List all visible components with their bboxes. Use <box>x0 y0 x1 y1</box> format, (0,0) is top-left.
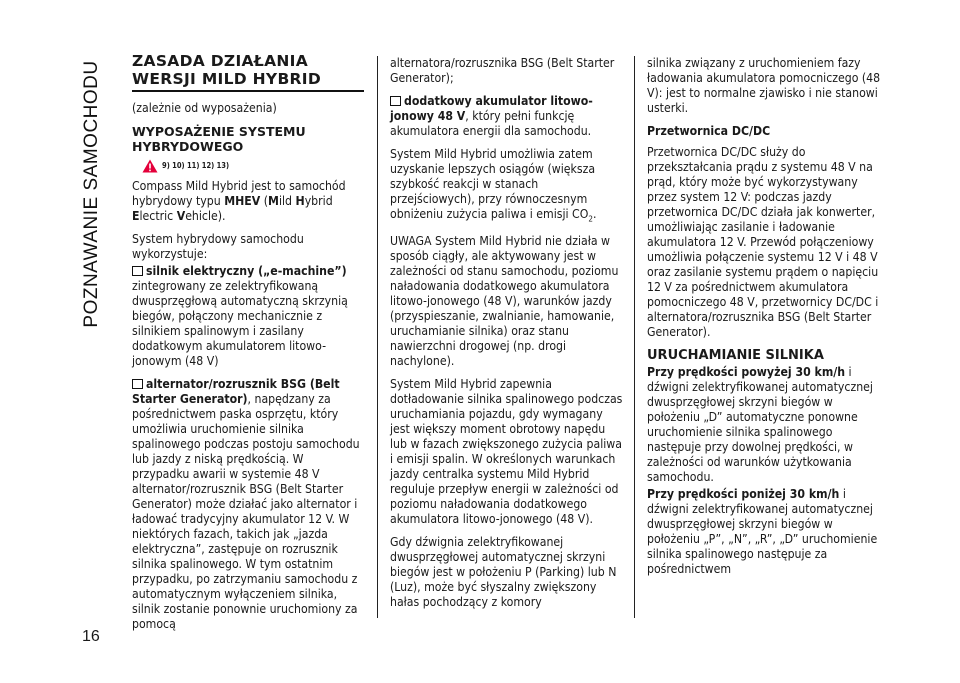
column-1 <box>132 52 364 640</box>
column-divider-2 <box>634 56 635 618</box>
heading-dcdc-converter: Przetwornica DC/DC <box>647 124 771 138</box>
section-subtitle: (zależnie od wyposażenia) <box>132 101 277 115</box>
checkbox-bullet-icon <box>390 96 401 106</box>
paragraph-performance: System Mild Hybrid umożliwia zatem uzyskanie lepszych osiągów (większa szybkość reakcji w stanach przejściowych), przy równoczesnym obniżeniu zużycia paliwa i emisji $CO_2$. <box>390 147 597 224</box>
warning-triangle-icon <box>142 159 158 173</box>
warning-note-numbers: 9) 10) 11) 12) 13) <box>162 161 230 170</box>
column-2 <box>390 56 624 618</box>
subsection-title-line2: HYBRYDOWEGO <box>132 139 244 154</box>
subsection-title <box>132 124 364 154</box>
side-section-title-text: POZNAWANIE SAMOCHODU <box>81 60 102 328</box>
paragraph-bsg-continued: alternatora/rozrusznika BSG (Belt Starter Generator); <box>390 56 615 85</box>
paragraph-noise: Gdy dźwignia zelektryfikowanej dwusprzęgłowej automatycznej skrzyni biegów jest w położeniu P (Parking) lub N (Luz), może być słyszalny zwiększony hałas pochodzący z komory <box>390 535 617 610</box>
bullet-bsg-alternator: alternator/rozrusznik BSG (Belt Starter Generator), napędzany za pośrednictwem paska osprzętu, który umożliwia uruchomienie silnika spalinowego podczas postoju samochodu lub jazdy z niską prędkością. W przypadku awarii w systemie 48 V alternator/rozrusznik BSG (Belt Starter Generator) może działać jako alternator i ładować tradycyjny akumulator 12 V. W niektórych fazach, takich jak „jazda elektryczna”, zastępuje on rozrusznik silnika spalinowego. W tym ostatnim przypadku, po zatrzymaniu samochodu z automatycznym wyłączeniem silnika, silnik zostanie ponownie uruchomiony za pomocą <box>132 377 360 631</box>
section-title-line2: WERSJI MILD HYBRID <box>132 70 322 88</box>
paragraph-mhev-intro: Compass Mild Hybrid jest to samochód hybrydowy typu MHEV (Mild Hybrid Electric Vehicle). <box>132 179 346 223</box>
paragraph-note: UWAGA System Mild Hybrid nie działa w sposób ciągły, ale aktywowany jest w zależności od stanu samochodu, poziomu naładowania dodatkowego akumulatora litowo-jonowego (48 V), warunków jazdy (przyspieszanie, zwalnianie, hamowanie, uruchamianie silnika) oraz stanu nawierzchni drogowej (np. drogi nachylone). <box>390 234 619 369</box>
paragraph-boost: System Mild Hybrid zapewnia dotładowanie silnika spalinowego podczas uruchamiania pojazdu, gdy wymagany jest większy moment obrotowy napędu lub w fazach zwiększonego zużycia paliwa i emisji spalin. W określonych warunkach jazdy centralka systemu Mild Hybrid reguluje przepływ energii w zależności od poziomu naładowania dodatkowego akumulatora litowo-jonowego (48 V). <box>390 377 623 527</box>
side-section-title <box>78 44 106 344</box>
checkbox-bullet-icon <box>132 266 143 276</box>
checkbox-bullet-icon <box>132 379 143 389</box>
column-divider-1 <box>377 56 378 618</box>
paragraph-dcdc: Przetwornica DC/DC służy do przekształcania prądu z systemu 48 V na prąd, który może być wykorzystywany przez system 12 V: podczas jazdy przetwornica DC/DC działa jak konwerter, umożliwiając zasilanie i ładowanie akumulatora 12 V. Przewód połączeniowy umożliwia połączenie systemu 12 V i 48 V oraz zasilanie systemu prądem o napięciu 12 V za pośrednictwem akumulatora pomocniczego 48 V, przetwornicy DC/DC i alternatora/rozrusznika BSG (Belt Starter Generator). <box>647 145 879 339</box>
column-3 <box>647 56 881 585</box>
paragraph-system-uses: System hybrydowy samochodu wykorzystuje: <box>132 232 304 261</box>
bullet-lithium-battery: dodatkowy akumulator litowo-jonowy 48 V, który pełni funkcję akumulatora energii dla samochodu. <box>390 94 593 138</box>
page-number: 16 <box>82 628 100 645</box>
paragraph-speed-above: Przy prędkości powyżej 30 km/h i dźwigni zelektryfikowanej automatycznej dwusprzęgłowej skrzyni biegów w położeniu „D” automatyczne ponowne uruchomienie silnika spalinowego następuje przy dowolnej prędkości, w zależności od warunków użytkowania samochodu. <box>647 365 873 484</box>
bullet-electric-motor: silnik elektryczny („e-machine”) zintegrowany ze zelektryfikowaną dwusprzęgłową automatyczną skrzynią biegów, połączony mechanicznie z silnikiem spalinowym i zasilany dodatkowym akumulatorem litowo-jonowym (48 V) <box>132 264 348 368</box>
paragraph-speed-below: Przy prędkości poniżej 30 km/h i dźwigni zelektryfikowanej automatycznej dwusprzęgłowej skrzyni biegów w położeniu „P”, „N”, „R”, „D” uruchomienie silnika spalinowego następuje za pośrednictwem <box>647 487 878 576</box>
subsection-title-line1: WYPOSAŻENIE SYSTEMU <box>132 124 306 139</box>
paragraph-noise-continued: silnika związany z uruchomieniem fazy ładowania akumulatora pomocniczego (48 V): jest to normalne zjawisko i nie stanowi usterki. <box>647 56 881 115</box>
section-title-line1: ZASADA DZIAŁANIA <box>132 52 309 70</box>
warning-references <box>142 158 364 173</box>
title-underline <box>132 90 364 92</box>
heading-engine-start: URUCHAMIANIE SILNIKA <box>647 348 824 363</box>
